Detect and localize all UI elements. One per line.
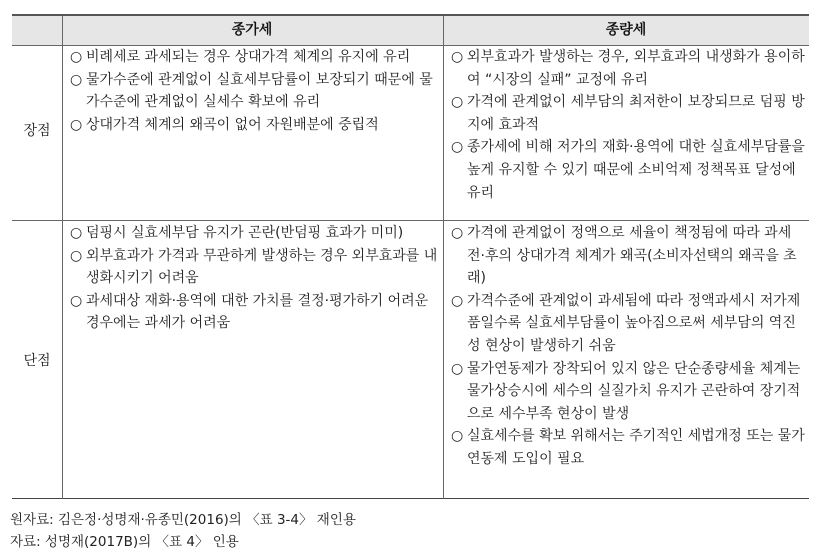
list-item: ○ 비례세로 과세되는 경우 상대가격 체계의 유지에 유리 (68, 46, 438, 69)
header-specific: 종량세 (605, 22, 647, 38)
bullet-icon: ○ (70, 116, 83, 133)
row-divider (12, 220, 809, 221)
advantages-specific-cell (449, 46, 805, 204)
list-item: ○ 가격에 관계없이 세부담의 최저한이 보장되므로 덤핑 방지에 효과적 (449, 91, 805, 136)
bullet-icon: ○ (70, 292, 83, 309)
list-item: ○ 외부효과가 발생하는 경우, 외부효과의 내생화가 용이하여 “시장의 실패” 교정에 유리 (449, 46, 805, 91)
bullet-icon: ○ (70, 49, 83, 65)
list-item: ○ 물가수준에 관계없이 실효세부담률이 보장되기 때문에 물가수준에 관계없이 실세수 확보에 유리 (68, 69, 438, 114)
row-label-advantages: 장점 (23, 123, 51, 139)
bullet-icon: ○ (451, 360, 464, 377)
bullet-icon: ○ (451, 49, 464, 65)
bullet-icon: ○ (70, 71, 83, 88)
advantages-ad-valorem-cell (68, 46, 438, 136)
bullet-icon: ○ (451, 94, 464, 111)
list-item: ○ 종가세에 비해 저가의 재화·용역에 대한 실효세부담률을 높게 유지할 수 있기 때문에 소비억제 정책목표 달성에 유리 (449, 136, 805, 204)
list-item: ○ 상대가격 체계의 왜곡이 없어 자원배분에 중립적 (68, 114, 438, 137)
list-item: ○ 물가연동제가 장착되어 있지 않은 단순종량세율 체계는 물가상승시에 세수의 실질가치 유지가 곤란하여 장기적으로 세수부족 현상이 발생 (449, 358, 805, 426)
table-bottom-border (12, 498, 809, 499)
bullet-icon: ○ (70, 247, 83, 264)
source-note-cited: 자료: 성명재(2017B)의 〈표 4〉 인용 (10, 534, 239, 550)
list-item: ○ 과세대상 재화·용역에 대한 가치를 결정·평가하기 어려운 경우에는 과세가 어려움 (68, 290, 438, 335)
disadvantages-specific-cell (449, 222, 805, 471)
table-header-row (12, 16, 809, 45)
list-item: ○ 가격에 관계없이 정액으로 세율이 책정됨에 따라 과세 전·후의 상대가격 체계가 왜곡(소비자선택의 왜곡을 초래) (449, 222, 805, 290)
column-divider (443, 16, 444, 499)
row-label-disadvantages: 단점 (23, 353, 51, 369)
bullet-icon: ○ (451, 292, 464, 309)
list-item: ○ 덤핑시 실효세부담 유지가 곤란(반덤핑 효과가 미미) (68, 222, 438, 245)
source-note-original: 원자료: 김은정·성명재·유종민(2016)의 〈표 3-4〉 재인용 (10, 512, 356, 528)
bullet-icon: ○ (451, 225, 464, 241)
bullet-icon: ○ (451, 428, 464, 445)
bullet-icon: ○ (70, 225, 83, 241)
list-item: ○ 외부효과가 가격과 무관하게 발생하는 경우 외부효과를 내생화시키기 어려움 (68, 245, 438, 290)
bullet-icon: ○ (451, 139, 464, 156)
header-ad-valorem: 종가세 (231, 22, 273, 38)
list-item: ○ 가격수준에 관계없이 과세됨에 따라 정액과세시 저가제품일수록 실효세부담률이 높아짐으로써 세부담의 역진성 현상이 발생하기 쉬움 (449, 290, 805, 358)
list-item: ○ 실효세수를 확보 위해서는 주기적인 세법개정 또는 물가연동제 도입이 필요 (449, 425, 805, 470)
column-divider (62, 16, 63, 499)
disadvantages-ad-valorem-cell (68, 222, 438, 335)
